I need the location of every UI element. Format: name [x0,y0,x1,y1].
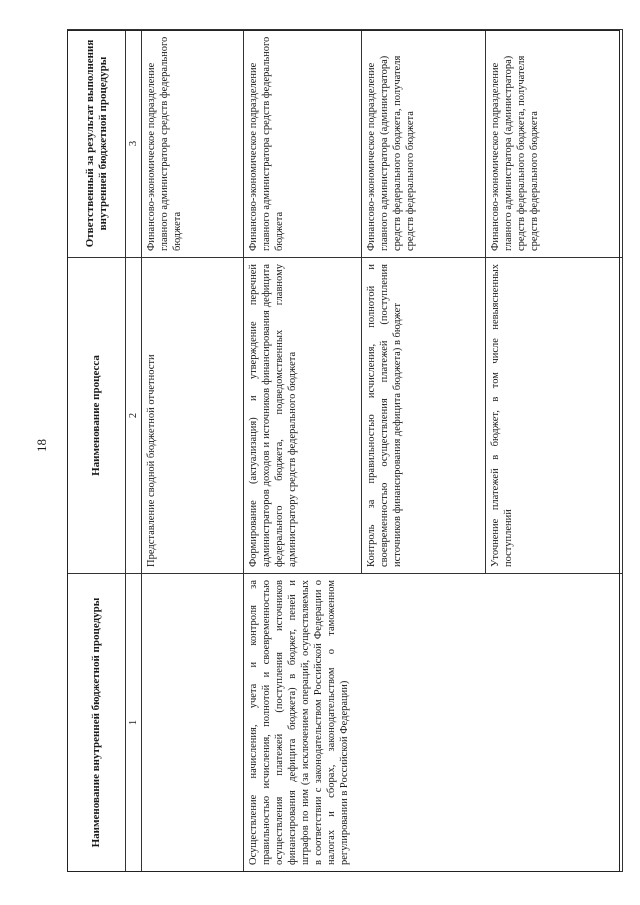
page-number: 18 [34,439,49,452]
process-cell: Представление сводной бюджетной отчетности [142,258,244,574]
process-cell: Формирование (актуализация) и утверждение перечней администраторов доходов и источников финансирования дефицита федерального бюджета, подведомственных главному администратору средств федерального бюджета [244,258,362,574]
column-number-1: 1 [126,574,142,872]
header-process: Наименование процесса [68,258,126,574]
responsible-cell: Финансово-экономическое подразделение главного администратора средств федерального бюджета [142,30,244,258]
column-number-3: 3 [126,30,142,258]
responsible-cell: Финансово-экономическое подразделение главного администратора (администратора) средств федерального бюджета, получателя средств федерального бюджета [486,30,623,258]
table-frame [67,30,620,872]
header-procedure: Наименование внутренней бюджетной процедуры [68,574,126,872]
column-number-2: 2 [126,258,142,574]
responsible-cell: Финансово-экономическое подразделение главного администратора средств федерального бюджета [244,30,362,258]
process-cell: Уточнение платежей в бюджет, в том числе невыясненных поступлений [486,258,623,574]
process-cell: Контроль за правильностью исчисления, полнотой и своевременностью осуществления платежей (поступления источников финансирования дефицита бюджета) в бюджет [362,258,486,574]
procedure-cell: Осуществление начисления, учета и контроля за правильностью исчисления, полнотой и своевременностью осуществления платежей (поступления источников финансирования дефицита бюджета) в бюджет, пеней и штрафов по ним (за исключением операций, осуществляемых в соответствии с законодательством Российской Федерации о налогах и сборах, законодательством о таможенном регулировании в Российской Федерации) [244,574,623,872]
header-responsible: Ответственный за результат выполнения внутренней бюджетной процедуры [68,30,126,258]
responsible-cell: Финансово-экономическое подразделение главного администратора (администратора) средств федерального бюджета, получателя средств федерального бюджета [362,30,486,258]
